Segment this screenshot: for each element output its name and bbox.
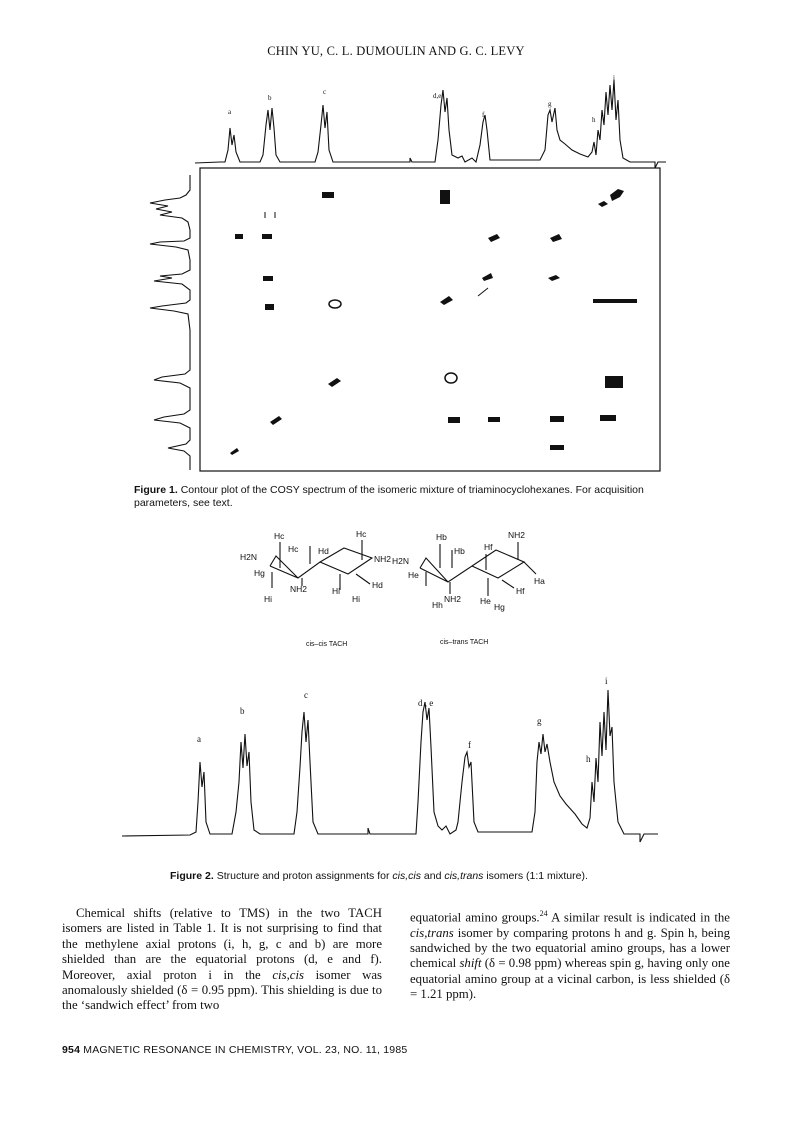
- contour-peak: [550, 445, 564, 450]
- figure-1-caption: [134, 484, 674, 510]
- contour-peak: [329, 300, 341, 308]
- label-hc: Hc: [288, 544, 299, 554]
- label-hg: Hg: [494, 602, 505, 612]
- contour-peaks: [230, 189, 637, 455]
- peak-label-b: b: [268, 94, 272, 102]
- contour-peak: [605, 376, 623, 388]
- peak-label-g: g: [548, 100, 552, 108]
- body-text: isomer by comparing protons h and g. Spin h, being sandwiched by the two equatorial amino groups, has a lower chemical: [410, 925, 730, 971]
- peak-label-i: i: [613, 74, 615, 82]
- label-nh2: NH2: [444, 594, 462, 604]
- page-footer: [62, 1044, 407, 1056]
- reference-superscript: 24: [539, 909, 548, 918]
- body-column-right: [410, 906, 730, 1003]
- contour-peak: [440, 296, 453, 305]
- peak-label-c: c: [304, 690, 308, 700]
- contour-peak: [322, 192, 334, 198]
- peak-label-de: d,e: [433, 92, 442, 100]
- body-text-italic: cis,cis: [272, 967, 304, 982]
- contour-peak: [265, 304, 274, 310]
- peak-label-f: f: [482, 111, 485, 119]
- tach-structures: [240, 528, 550, 652]
- label-hh: Hh: [432, 600, 443, 610]
- label-hb: Hb: [454, 546, 465, 556]
- contour-peak: [328, 378, 341, 387]
- contour-peak: [550, 234, 562, 242]
- contour-peak: [448, 417, 460, 423]
- label-hd: Hd: [372, 580, 383, 590]
- contour-plot-frame: [200, 168, 660, 471]
- contour-peak: [488, 234, 500, 242]
- contour-peak: [610, 189, 624, 201]
- proton-spectrum-trace: [122, 690, 658, 842]
- label-h2n: H2N: [240, 552, 258, 562]
- contour-peak: [600, 415, 616, 421]
- cis-cis-caption: cis–cis TACH: [306, 641, 348, 648]
- body-text-italic: cis,trans: [410, 925, 454, 940]
- body-text: isomer was anomalously shielded (δ = 0.95 ppm). This shielding is due to the ‘sandwich effect’ from two: [62, 967, 382, 1013]
- label-hf: Hf: [484, 542, 493, 552]
- label-nh2: NH2: [508, 530, 526, 540]
- contour-peak: [440, 190, 450, 204]
- contour-peak: [270, 416, 282, 425]
- label-hi: Hi: [352, 594, 361, 604]
- figure-2-caption: [170, 870, 690, 882]
- body-text: A similar result is indicated in the: [547, 910, 730, 925]
- page-number: 954: [62, 1044, 81, 1056]
- left-spectrum-trace: [150, 175, 190, 470]
- peak-label-g: g: [537, 716, 542, 726]
- top-spectrum-trace: [195, 80, 666, 168]
- body-text-italic: shift: [459, 956, 482, 971]
- label-hb: Hb: [436, 532, 447, 542]
- peak-label-c: c: [323, 88, 327, 96]
- cis-trans-caption: cis–trans TACH: [440, 639, 489, 646]
- journal-citation: MAGNETIC RESONANCE IN CHEMISTRY, VOL. 23, NO. 11, 1985: [83, 1044, 408, 1056]
- cis-trans-ring: [420, 550, 524, 582]
- contour-peak: [262, 234, 272, 239]
- peak-label-h: h: [592, 116, 596, 124]
- running-head: CHIN YU, C. L. DUMOULIN AND G. C. LEVY: [267, 44, 525, 58]
- body-text: equatorial amino groups.: [410, 910, 540, 925]
- label-he: He: [480, 596, 491, 606]
- label-hg: Hg: [254, 568, 265, 578]
- peak-label-de: d , e: [418, 698, 434, 708]
- label-he: He: [408, 570, 419, 580]
- figure-2-caption-mid: and: [420, 870, 445, 882]
- contour-dash: [478, 288, 488, 296]
- figure-1-cosy-plot: [110, 70, 670, 480]
- label-hi: Hi: [264, 594, 273, 604]
- contour-peak: [263, 276, 273, 281]
- body-text: Chemical shifts (relative to TMS) in the two TACH isomers are listed in Table 1. It is not surprising to find that the methylene axial protons (i, h, g, c and b) are more shielded than are the equatorial protons (d, e and f). Moreover, axial proton i in the: [62, 906, 382, 982]
- label-nh2: NH2: [374, 554, 392, 564]
- body-column-left: [62, 906, 382, 1014]
- peak-label-f: f: [468, 740, 471, 750]
- label-h2n: H2N: [392, 556, 410, 566]
- label-nh2: NH2: [290, 584, 308, 594]
- contour-peak: [235, 234, 243, 239]
- label-ha: Ha: [534, 576, 545, 586]
- label-hd: Hd: [318, 546, 329, 556]
- contour-peak: [445, 373, 457, 383]
- figure-2-caption-pre: Structure and proton assignments for: [216, 870, 393, 882]
- label-hc: Hc: [356, 529, 367, 539]
- peak-label-b: b: [240, 706, 245, 716]
- contour-peak: [598, 201, 608, 207]
- label-hc: Hc: [274, 531, 285, 541]
- figure-2-spectrum: [120, 672, 660, 864]
- contour-peak: [482, 273, 493, 281]
- contour-peak: [548, 275, 560, 281]
- contour-peak: [593, 299, 637, 303]
- figure-1-label: Figure 1.: [134, 484, 178, 496]
- figure-1-caption-text: Contour plot of the COSY spectrum of the isomeric mixture of triaminocyclohexanes. For acquisition parameters, see text.: [134, 484, 644, 509]
- figure-2-caption-italic: cis,cis: [392, 870, 421, 882]
- peak-label-i: i: [605, 676, 608, 686]
- body-text: (δ = 0.98 ppm) whereas spin g, having only one equatorial amino group at a vicinal carbon, is less shielded (δ = 1.21 ppm).: [410, 956, 730, 1002]
- contour-peak: [488, 417, 500, 422]
- contour-dash: [265, 212, 275, 218]
- peak-label-a: a: [197, 734, 201, 744]
- peak-label-h: h: [586, 754, 591, 764]
- figure-2-caption-italic: cis,trans: [444, 870, 484, 882]
- label-hi: Hi: [332, 586, 341, 596]
- figure-2-label: Figure 2.: [170, 870, 214, 882]
- contour-peak: [230, 448, 239, 455]
- figure-2-caption-post: isomers (1:1 mixture).: [483, 870, 588, 882]
- contour-peak: [550, 416, 564, 422]
- peak-label-a: a: [228, 108, 232, 116]
- label-hf: Hf: [516, 586, 525, 596]
